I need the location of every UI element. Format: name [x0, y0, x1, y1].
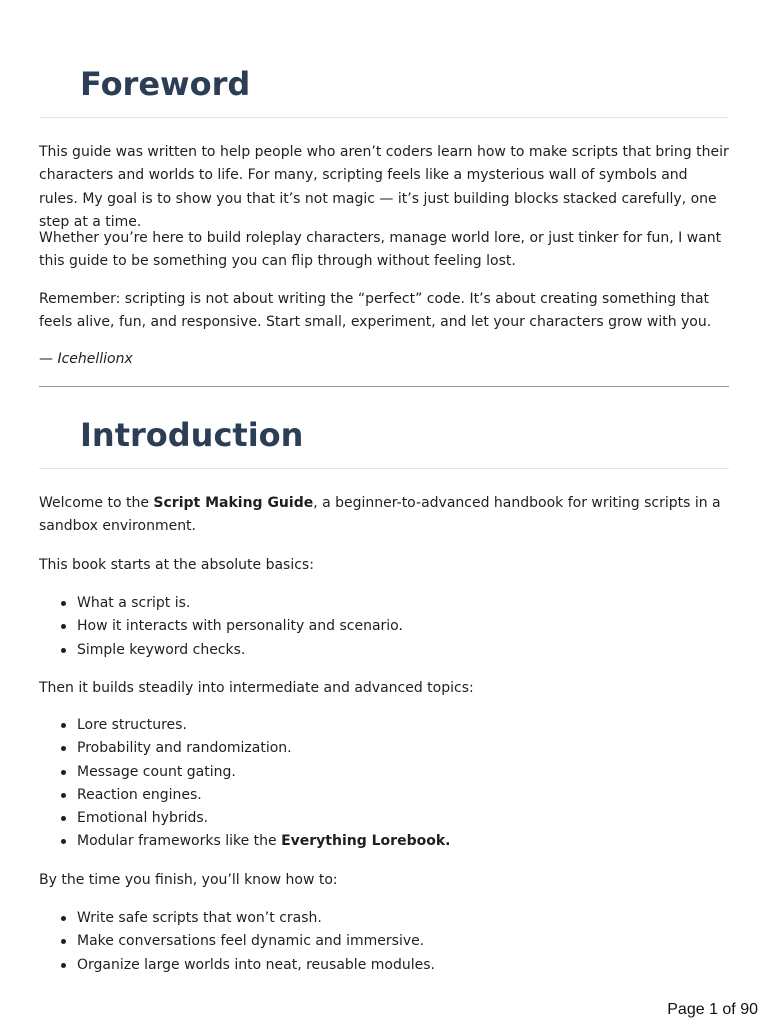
list-item: Make conversations feel dynamic and immersive.	[77, 930, 729, 953]
modular-text-before: Modular frameworks like the	[77, 833, 282, 850]
list-item: Simple keyword checks.	[77, 639, 729, 662]
advanced-list	[39, 714, 729, 854]
welcome-text-before: Welcome to the	[39, 495, 154, 511]
list-item: Reaction engines.	[77, 784, 729, 807]
foreword-signature	[39, 348, 729, 371]
guide-title-bold: Script Making Guide	[153, 495, 314, 511]
introduction-heading: Introduction	[80, 416, 304, 454]
advanced-intro-text: Then it builds steadily into intermediate and advanced topics:	[39, 680, 474, 696]
finish-intro-paragraph	[39, 869, 729, 892]
list-item: Probability and randomization.	[77, 737, 729, 760]
list-item: What a script is.	[77, 592, 729, 615]
basics-intro-paragraph	[39, 554, 729, 577]
foreword-heading: Foreword	[80, 65, 251, 103]
finish-intro-text: By the time you finish, you’ll know how to:	[39, 872, 338, 888]
foreword-text-2: Whether you’re here to build roleplay characters, manage world lore, or just tinker for fun, I want this guide to be something you can flip through without feeling lost.	[39, 230, 722, 270]
outcomes-list	[39, 907, 729, 977]
foreword-paragraph-3	[39, 288, 729, 335]
list-item-modular	[77, 830, 729, 853]
foreword-paragraph-2	[39, 227, 729, 274]
page-number: Page 1 of 90	[667, 1001, 758, 1018]
introduction-heading-divider	[39, 468, 729, 469]
signature-name: Icehellionx	[57, 351, 133, 367]
foreword-text-3: Remember: scripting is not about writing the “perfect” code. It’s about creating something that feels alive, fun, and responsive. Start small, experiment, and let your characters grow with you.	[39, 291, 712, 331]
list-item: How it interacts with personality and scenario.	[77, 615, 729, 638]
advanced-intro-paragraph	[39, 677, 729, 700]
signature-dash: —	[39, 351, 58, 367]
list-item: Lore structures.	[77, 714, 729, 737]
list-item: Emotional hybrids.	[77, 807, 729, 830]
intro-welcome-paragraph	[39, 492, 729, 539]
section-divider	[39, 386, 729, 387]
everything-lorebook-bold: Everything Lorebook	[281, 833, 446, 850]
welcome-text-after: , a beginner-to-advanced handbook for writing scripts in a sandbox environment.	[39, 495, 721, 535]
basics-intro-text: This book starts at the absolute basics:	[39, 557, 314, 573]
foreword-heading-divider	[39, 117, 729, 118]
list-item: Write safe scripts that won’t crash.	[77, 907, 729, 930]
list-item: Organize large worlds into neat, reusable modules.	[77, 954, 729, 977]
foreword-paragraph-1	[39, 141, 729, 234]
basics-list	[39, 592, 729, 662]
list-item: Message count gating.	[77, 761, 729, 784]
modular-text-after: .	[445, 833, 451, 850]
foreword-text-1: This guide was written to help people who aren’t coders learn how to make scripts that bring their characters and worlds to life. For many, scripting feels like a mysterious wall of symbols and rules. My goal is to show you that it’s not magic — it’s just building blocks stacked carefully, one step at a time.	[39, 144, 729, 230]
